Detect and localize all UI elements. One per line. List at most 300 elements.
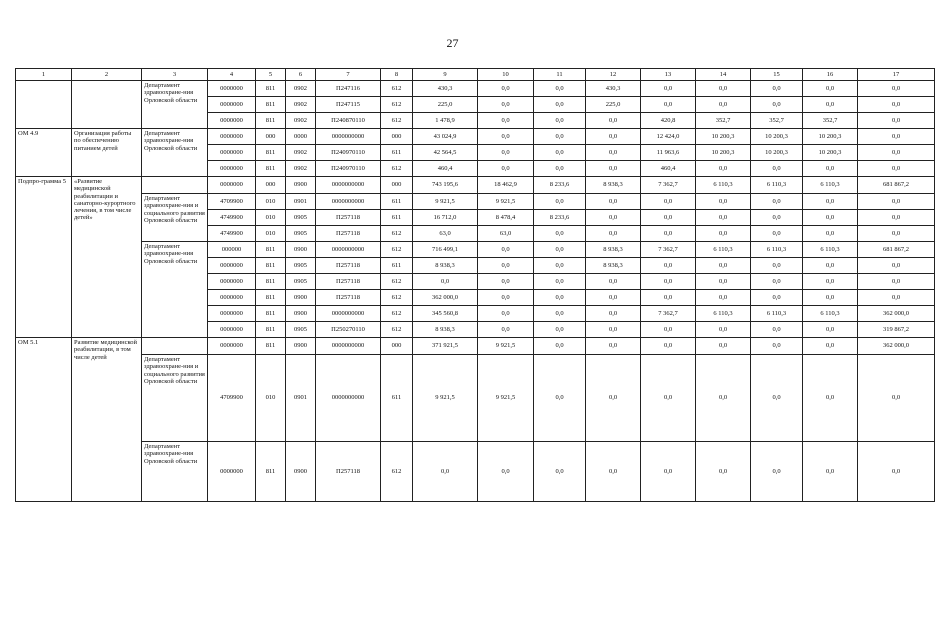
table-cell: 7 362,7 <box>641 242 696 258</box>
table-cell: 0,0 <box>641 274 696 290</box>
table-cell: 0,0 <box>858 442 935 502</box>
table-cell: 0,0 <box>696 274 751 290</box>
table-cell: 0,0 <box>478 242 534 258</box>
table-cell: 0,0 <box>586 145 641 161</box>
column-header: 14 <box>696 69 751 81</box>
table-cell: 0,0 <box>803 226 858 242</box>
table-cell: 612 <box>381 161 413 177</box>
table-cell: 000 <box>381 129 413 145</box>
table-cell: П247116 <box>316 81 381 97</box>
column-header: 2 <box>72 69 142 81</box>
table-cell: 611 <box>381 355 413 442</box>
table-cell: 0,0 <box>696 338 751 355</box>
table-cell: 811 <box>256 242 286 258</box>
table-cell: 0,0 <box>858 81 935 97</box>
table-cell: 0,0 <box>478 161 534 177</box>
table-cell: 4709900 <box>208 194 256 210</box>
table-cell: 0,0 <box>751 161 803 177</box>
table-cell: 0,0 <box>751 226 803 242</box>
table-cell: 010 <box>256 226 286 242</box>
table-cell: 10 200,3 <box>803 129 858 145</box>
table-cell: 0902 <box>286 97 316 113</box>
table-cell: 0900 <box>286 338 316 355</box>
table-cell: 0000000000 <box>316 194 381 210</box>
table-cell: П240970110 <box>316 145 381 161</box>
table-cell: 0901 <box>286 355 316 442</box>
table-cell: 0,0 <box>586 210 641 226</box>
table-cell: 0,0 <box>696 161 751 177</box>
budget-table <box>15 68 935 502</box>
table-cell: 0,0 <box>751 355 803 442</box>
table-row <box>16 338 935 355</box>
table-cell: 0,0 <box>586 338 641 355</box>
table-cell: 0,0 <box>586 194 641 210</box>
item-code: ОМ 5.1 <box>16 338 72 502</box>
table-row <box>16 355 935 442</box>
table-cell: П257118 <box>316 258 381 274</box>
table-cell: 0,0 <box>478 274 534 290</box>
header-row <box>16 69 935 81</box>
table-cell: 0905 <box>286 226 316 242</box>
table-cell: 10 200,3 <box>751 145 803 161</box>
table-cell: 0000000 <box>208 145 256 161</box>
table-row <box>16 129 935 145</box>
table-cell: 0,0 <box>641 210 696 226</box>
table-cell: 0,0 <box>534 97 586 113</box>
table-cell: 811 <box>256 322 286 338</box>
table-cell: 0,0 <box>858 129 935 145</box>
table-cell: П257118 <box>316 274 381 290</box>
table-cell: 010 <box>256 194 286 210</box>
table-cell: 8 233,6 <box>534 177 586 194</box>
column-header: 5 <box>256 69 286 81</box>
table-cell: 0,0 <box>586 322 641 338</box>
table-cell: 0900 <box>286 177 316 194</box>
table-cell: 43 024,9 <box>413 129 478 145</box>
table-cell: 0,0 <box>803 97 858 113</box>
table-cell: 0,0 <box>586 113 641 129</box>
table-cell: 0,0 <box>534 161 586 177</box>
table-cell: 0,0 <box>641 290 696 306</box>
table-row <box>16 81 935 97</box>
table-cell: 0,0 <box>751 290 803 306</box>
table-cell: 0,0 <box>696 355 751 442</box>
column-header: 17 <box>858 69 935 81</box>
table-cell: 9 921,5 <box>413 194 478 210</box>
table-cell: 9 921,5 <box>478 338 534 355</box>
column-header: 15 <box>751 69 803 81</box>
table-cell: 0,0 <box>803 355 858 442</box>
table-cell: 10 200,3 <box>803 145 858 161</box>
table-cell: 0902 <box>286 145 316 161</box>
table-cell: 0,0 <box>534 442 586 502</box>
table-cell: 612 <box>381 322 413 338</box>
table-cell: 8 938,3 <box>586 177 641 194</box>
table-cell: 000 <box>256 177 286 194</box>
table-cell: 16 712,0 <box>413 210 478 226</box>
table-cell: 0,0 <box>641 338 696 355</box>
table-cell: 0900 <box>286 290 316 306</box>
table-cell: 811 <box>256 290 286 306</box>
table-cell: 9 921,5 <box>413 355 478 442</box>
table-cell: 0,0 <box>751 274 803 290</box>
table-cell: 0900 <box>286 306 316 322</box>
table-cell: П247115 <box>316 97 381 113</box>
table-cell: 319 867,2 <box>858 322 935 338</box>
table-cell: 681 867,2 <box>858 242 935 258</box>
table-cell: 0,0 <box>696 290 751 306</box>
table-row <box>16 177 935 194</box>
table-cell: 420,8 <box>641 113 696 129</box>
table-cell: 7 362,7 <box>641 306 696 322</box>
table-cell: 000 <box>256 129 286 145</box>
column-header: 6 <box>286 69 316 81</box>
table-cell: 1 478,9 <box>413 113 478 129</box>
table-cell: 6 110,3 <box>696 242 751 258</box>
table-cell: 010 <box>256 210 286 226</box>
table-cell: 0,0 <box>751 338 803 355</box>
table-cell: 0000000 <box>208 306 256 322</box>
table-cell: 8 233,6 <box>534 210 586 226</box>
table-cell: 11 963,6 <box>641 145 696 161</box>
table-cell: 0,0 <box>534 194 586 210</box>
table-cell: 6 110,3 <box>751 306 803 322</box>
table-cell: 0000000 <box>208 258 256 274</box>
table-cell: 0,0 <box>858 258 935 274</box>
column-header: 7 <box>316 69 381 81</box>
table-cell: 0,0 <box>858 97 935 113</box>
table-cell: 345 560,8 <box>413 306 478 322</box>
table-cell: 0,0 <box>534 306 586 322</box>
table-cell: 0,0 <box>586 161 641 177</box>
table-cell: П257118 <box>316 210 381 226</box>
table-cell: П257118 <box>316 226 381 242</box>
table-cell: 0000000000 <box>316 242 381 258</box>
table-cell: 0901 <box>286 194 316 210</box>
table-cell: 6 110,3 <box>751 242 803 258</box>
table-cell: 430,3 <box>586 81 641 97</box>
table-cell: 6 110,3 <box>803 242 858 258</box>
table-cell: 0,0 <box>751 97 803 113</box>
table-cell: 4709900 <box>208 355 256 442</box>
table-cell: 0,0 <box>413 442 478 502</box>
table-cell: 4749900 <box>208 226 256 242</box>
table-cell: 0,0 <box>696 226 751 242</box>
column-header: 1 <box>16 69 72 81</box>
table-cell: 0000000000 <box>316 306 381 322</box>
table-cell: 0,0 <box>641 81 696 97</box>
table-cell: 612 <box>381 242 413 258</box>
table-cell: 0000000 <box>208 338 256 355</box>
table-cell: 12 424,0 <box>641 129 696 145</box>
table-cell: 0,0 <box>478 442 534 502</box>
table-cell: 0,0 <box>534 81 586 97</box>
table-cell: 612 <box>381 306 413 322</box>
table-cell: 811 <box>256 145 286 161</box>
executor-cell: Департамент здравоохране-ния Орловской области <box>142 442 208 502</box>
table-cell: 811 <box>256 338 286 355</box>
table-cell: 0,0 <box>696 258 751 274</box>
table-cell: 0000000 <box>208 129 256 145</box>
table-cell: 0,0 <box>586 355 641 442</box>
table-cell: 811 <box>256 81 286 97</box>
table-cell: 0,0 <box>803 194 858 210</box>
table-cell: 0,0 <box>858 113 935 129</box>
executor-cell <box>142 177 208 194</box>
table-cell: 0,0 <box>803 338 858 355</box>
table-cell: 0,0 <box>803 274 858 290</box>
table-cell: 0,0 <box>586 442 641 502</box>
page-number: 27 <box>446 36 459 50</box>
table-cell: 000000 <box>208 242 256 258</box>
table-cell: 0,0 <box>858 210 935 226</box>
executor-cell <box>142 338 208 355</box>
column-header: 9 <box>413 69 478 81</box>
table-cell: 371 921,5 <box>413 338 478 355</box>
table-cell: 0,0 <box>586 274 641 290</box>
table-cell: 611 <box>381 210 413 226</box>
table-cell: 0902 <box>286 81 316 97</box>
column-header: 12 <box>586 69 641 81</box>
table-cell: 0,0 <box>534 290 586 306</box>
executor-cell: Департамент здравоохране-ния Орловской области <box>142 81 208 129</box>
table-cell: 0,0 <box>641 194 696 210</box>
item-code <box>16 81 72 129</box>
table-cell: 8 938,3 <box>413 258 478 274</box>
table-cell: 63,0 <box>478 226 534 242</box>
table-cell: 0000000000 <box>316 129 381 145</box>
item-name: Развитие медицинской реабилитации, в том числе детей <box>72 338 142 502</box>
table-cell: 0,0 <box>803 290 858 306</box>
table-cell: 811 <box>256 97 286 113</box>
table-cell: 0,0 <box>586 129 641 145</box>
table-cell: 612 <box>381 81 413 97</box>
table-cell: 0,0 <box>641 355 696 442</box>
table-cell: 0,0 <box>586 226 641 242</box>
table-cell: 811 <box>256 442 286 502</box>
table-cell: 0000000 <box>208 322 256 338</box>
table-cell: 0,0 <box>534 355 586 442</box>
table-cell: 611 <box>381 145 413 161</box>
table-cell: 362 000,0 <box>858 338 935 355</box>
table-cell: 0900 <box>286 442 316 502</box>
table-cell: 8 938,3 <box>586 258 641 274</box>
table-cell: 18 462,9 <box>478 177 534 194</box>
table-cell: 7 362,7 <box>641 177 696 194</box>
table-cell: 0902 <box>286 161 316 177</box>
table-cell: 0000 <box>286 129 316 145</box>
table-cell: 0,0 <box>696 194 751 210</box>
table-cell: 225,0 <box>586 97 641 113</box>
table-cell: 4749900 <box>208 210 256 226</box>
table-row <box>16 442 935 502</box>
table-cell: 0,0 <box>478 113 534 129</box>
table-cell: 430,3 <box>413 81 478 97</box>
table-cell: 000 <box>381 338 413 355</box>
table-cell: 0,0 <box>478 145 534 161</box>
executor-cell: Департамент здравоохране-ния Орловской области <box>142 242 208 338</box>
table-cell: 0,0 <box>534 338 586 355</box>
table-cell: 681 867,2 <box>858 177 935 194</box>
column-header: 8 <box>381 69 413 81</box>
table-cell: 0000000 <box>208 290 256 306</box>
executor-cell: Департамент здравоохране-ния Орловской области <box>142 129 208 177</box>
table-cell: 8 478,4 <box>478 210 534 226</box>
table-cell: 716 499,1 <box>413 242 478 258</box>
table-cell: 352,7 <box>803 113 858 129</box>
item-name: «Развитие медицинской реабилитации и санаторно-курортного лечения, в том числе детей» <box>72 177 142 338</box>
table-cell: 0900 <box>286 242 316 258</box>
table-cell: 6 110,3 <box>696 177 751 194</box>
table-cell: 0,0 <box>751 442 803 502</box>
table-cell: 000 <box>381 177 413 194</box>
column-header: 16 <box>803 69 858 81</box>
table-cell: 0,0 <box>478 290 534 306</box>
table-cell: 612 <box>381 274 413 290</box>
table-cell: 0,0 <box>534 129 586 145</box>
table-row <box>16 242 935 258</box>
table-cell: 0,0 <box>534 242 586 258</box>
table-cell: 0000000 <box>208 161 256 177</box>
table-cell: 352,7 <box>751 113 803 129</box>
table-cell: 0,0 <box>858 194 935 210</box>
table-cell: 0,0 <box>534 274 586 290</box>
column-header: 11 <box>534 69 586 81</box>
table-cell: 0,0 <box>534 226 586 242</box>
table-cell: 0000000 <box>208 97 256 113</box>
table-cell: 0,0 <box>751 210 803 226</box>
table-cell: 612 <box>381 442 413 502</box>
table-cell: 362 000,0 <box>858 306 935 322</box>
table-cell: 6 110,3 <box>751 177 803 194</box>
table-cell: 42 564,5 <box>413 145 478 161</box>
table-cell: 0,0 <box>803 210 858 226</box>
table-cell: 8 938,3 <box>586 242 641 258</box>
table-cell: 0,0 <box>586 306 641 322</box>
table-cell: 0905 <box>286 258 316 274</box>
table-cell: 9 921,5 <box>478 194 534 210</box>
table-cell: 225,0 <box>413 97 478 113</box>
table-cell: 0,0 <box>803 442 858 502</box>
table-cell: 0,0 <box>858 226 935 242</box>
table-cell: 612 <box>381 113 413 129</box>
table-cell: 0,0 <box>413 274 478 290</box>
table-cell: 0,0 <box>751 81 803 97</box>
table-cell: 0,0 <box>534 145 586 161</box>
table-cell: 0,0 <box>696 81 751 97</box>
table-cell: 0,0 <box>478 322 534 338</box>
item-name <box>72 81 142 129</box>
table-cell: 0,0 <box>858 355 935 442</box>
table-cell: 0902 <box>286 113 316 129</box>
table-cell: 0,0 <box>478 81 534 97</box>
item-code: ОМ 4.9 <box>16 129 72 177</box>
table-cell: 010 <box>256 355 286 442</box>
table-cell: 9 921,5 <box>478 355 534 442</box>
table-cell: 811 <box>256 161 286 177</box>
table-cell: 0000000 <box>208 113 256 129</box>
table-cell: 0,0 <box>858 161 935 177</box>
table-cell: 0000000000 <box>316 355 381 442</box>
table-cell: 0,0 <box>478 97 534 113</box>
table-cell: 611 <box>381 194 413 210</box>
table-cell: 0,0 <box>803 161 858 177</box>
table-cell: 0000000000 <box>316 338 381 355</box>
table-cell: 10 200,3 <box>696 145 751 161</box>
table-cell: 0,0 <box>751 258 803 274</box>
table-cell: 811 <box>256 274 286 290</box>
table-cell: 6 110,3 <box>803 177 858 194</box>
table-cell: 0,0 <box>478 129 534 145</box>
table-cell: 611 <box>381 258 413 274</box>
table-cell: 0,0 <box>696 210 751 226</box>
table-cell: 0000000 <box>208 274 256 290</box>
table-cell: 0,0 <box>803 81 858 97</box>
table-cell: 0000000 <box>208 177 256 194</box>
item-name: Организация работы по обеспечению питанием детей <box>72 129 142 177</box>
table-cell: 0,0 <box>803 258 858 274</box>
table-cell: П257118 <box>316 442 381 502</box>
table-cell: 811 <box>256 306 286 322</box>
table-cell: 0,0 <box>641 258 696 274</box>
column-header: 4 <box>208 69 256 81</box>
table-cell: 0,0 <box>534 258 586 274</box>
item-code: Подпро-грамма 5 <box>16 177 72 338</box>
table-row <box>16 194 935 210</box>
table-cell: 0,0 <box>803 322 858 338</box>
table-cell: 0,0 <box>641 322 696 338</box>
table-cell: 0,0 <box>696 97 751 113</box>
table-cell: 0,0 <box>751 194 803 210</box>
table-cell: 63,0 <box>413 226 478 242</box>
table-cell: 612 <box>381 97 413 113</box>
table-cell: 10 200,3 <box>751 129 803 145</box>
table-cell: 0,0 <box>534 322 586 338</box>
table-cell: 8 938,3 <box>413 322 478 338</box>
column-header: 13 <box>641 69 696 81</box>
executor-cell: Департамент здравоохране-ния и социального развития Орловской области <box>142 194 208 242</box>
table-cell: 0,0 <box>858 145 935 161</box>
column-header: 10 <box>478 69 534 81</box>
table-cell: 0905 <box>286 322 316 338</box>
table-cell: 6 110,3 <box>803 306 858 322</box>
table-cell: 0,0 <box>641 97 696 113</box>
table-cell: 460,4 <box>641 161 696 177</box>
table-cell: 612 <box>381 226 413 242</box>
table-cell: 811 <box>256 113 286 129</box>
column-header: 3 <box>142 69 208 81</box>
table-cell: 0,0 <box>696 442 751 502</box>
table-cell: 460,4 <box>413 161 478 177</box>
table-cell: П257118 <box>316 290 381 306</box>
table-cell: П240970110 <box>316 161 381 177</box>
table-cell: 0,0 <box>858 274 935 290</box>
table-cell: 612 <box>381 290 413 306</box>
table-cell: 0905 <box>286 210 316 226</box>
table-cell: 0,0 <box>751 322 803 338</box>
table-cell: 0,0 <box>586 290 641 306</box>
table-cell: 0,0 <box>641 226 696 242</box>
table-cell: 811 <box>256 258 286 274</box>
table-cell: 0,0 <box>534 113 586 129</box>
table-cell: 0,0 <box>478 258 534 274</box>
table-cell: 743 195,6 <box>413 177 478 194</box>
table-cell: 10 200,3 <box>696 129 751 145</box>
executor-cell: Департамент здравоохране-ния и социального развития Орловской области <box>142 355 208 442</box>
table-cell: 0000000000 <box>316 177 381 194</box>
table-cell: 0,0 <box>858 290 935 306</box>
table-cell: 0000000 <box>208 81 256 97</box>
